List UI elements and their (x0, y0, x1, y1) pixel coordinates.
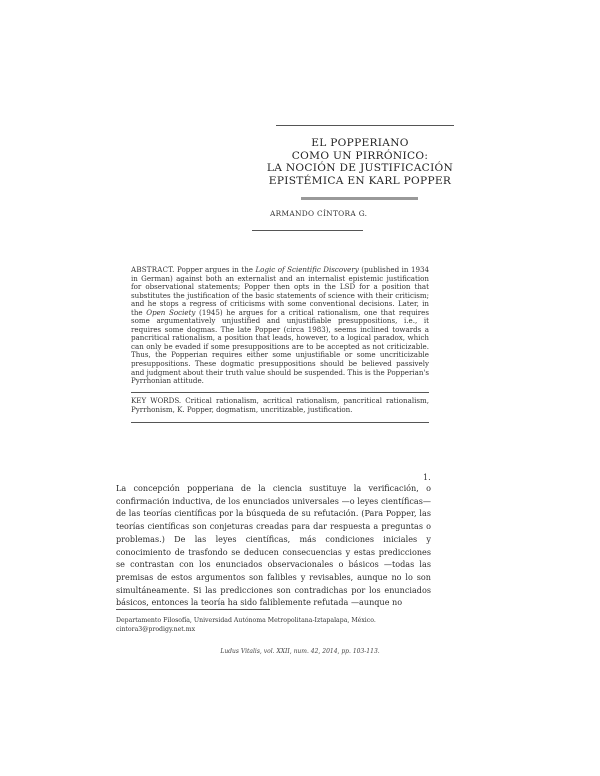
abstract-label: ABSTRACT. (131, 265, 175, 274)
section-number: 1. (423, 473, 431, 482)
author-name: ARMANDO CÍNTORA G. (270, 209, 368, 218)
body-text (116, 482, 431, 609)
keywords-text: Critical rationalism, acritical rationalism, pancritical rationalism, Pyrrhonism, K. Popper, dogmatism, uncritizable, justification. (131, 396, 430, 414)
abstract-book-title-2: Open Society (146, 307, 196, 317)
title-line-3: LA NOCIÓN DE JUSTIFICACIÓN (266, 162, 454, 174)
abstract-text-1: Popper argues in the (174, 265, 256, 274)
abstract-rule (131, 392, 429, 393)
abstract-text-2: (published in 1934 in German) against both an externalist and an internalist epistemic justification for observational statements; Popper then opts in the LSD for a position that substitutes the justification of the basic statements of science with their criticism; and he stops a regress of criticisms with some conventional decisions. Later, in the (131, 265, 429, 317)
title-line-4: EPISTÉMICA EN KARL POPPER (268, 174, 452, 187)
footnote-affiliation: Departamento Filosofía, Universidad Autónoma Metropolitana-Iztapalapa, México. (116, 617, 376, 624)
body-paragraph: La concepción popperiana de la ciencia sustituye la verificación, o confirmación inductiva, de los enunciados universales —o leyes científicas— de las teorías científicas por la búsqueda de su refutación. (Para Popper, las teorías científicas son conjeturas creadas para dar respuesta a preguntas o problemas.) De las leyes científicas, más condiciones iniciales y conocimiento de trasfondo se deducen consecuencias y estas predicciones se contrastan con los enunciados observacionales o básicos —todas las premisas de estos argumentos son falibles y revisables, aunque no lo son simultáneamente. Si las predicciones son contradichas por los enunciados básicos, entonces la teoría ha sido faliblemente refutada —aunque no (116, 483, 431, 608)
article-title (250, 137, 470, 187)
abstract-text-3: (1945) he argues for a critical rationalism, one that requires some argumentatively unjustified and unjustifiable presuppositions, i.e., it requires some dogmas. The late Popper (circa 1983), seems inclined towards a pancritical rationalism, a position that leads, however, to a logical paradox, which can only be evaded if some presuppositions are to be accepted as not criticizable. Thus, the Popperian requires either some unjustifiable or some uncriticizable presuppositions. These dogmatic presuppositions should be believed passively and judgment about their truth value should be suspended. This is the Popperian's Pyrrhonian attitude. (131, 307, 430, 386)
footnote-email: cintora3@prodigy.net.mx (116, 626, 196, 634)
title-underline-rule (301, 197, 418, 200)
title-line-1: EL POPPERIANO (311, 137, 409, 149)
keywords (131, 397, 429, 414)
footnote (116, 616, 416, 635)
abstract (131, 266, 429, 386)
abstract-book-title-1: Logic of Scientific Discovery (255, 265, 359, 274)
author-rule (252, 230, 363, 231)
keywords-label: KEY WORDS. (131, 396, 182, 405)
footnote-rule (116, 609, 270, 610)
journal-footer: Ludus Vitalis, vol. XXII, num. 42, 2014, pp. 103-113. (220, 648, 380, 655)
title-line-2: COMO UN PIRRÓNICO: (291, 149, 429, 162)
header-rule (276, 125, 454, 126)
keywords-rule (131, 422, 429, 423)
